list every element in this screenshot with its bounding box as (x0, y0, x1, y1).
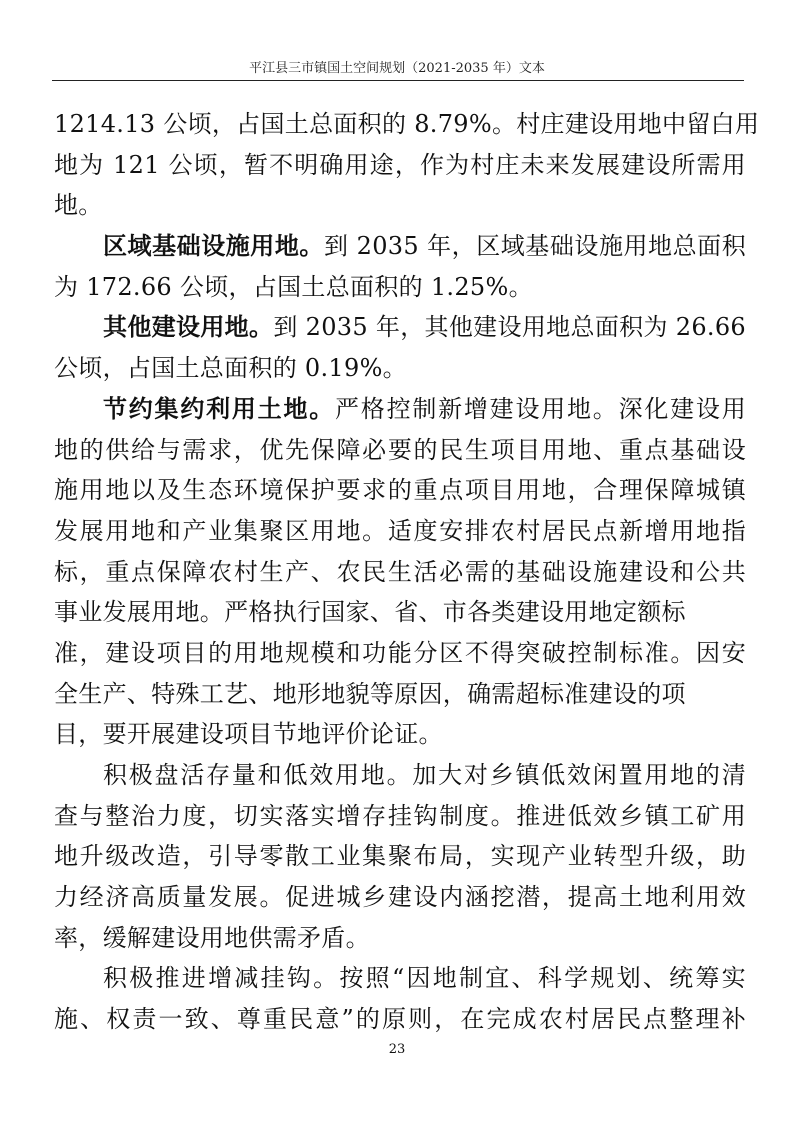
text-line (54, 592, 746, 633)
text-line (54, 552, 746, 593)
text-line (54, 836, 746, 877)
text-line (54, 714, 746, 755)
paragraph (54, 755, 746, 958)
text-line (54, 511, 746, 552)
paragraph (54, 226, 746, 307)
paragraph (54, 104, 760, 226)
text-line (54, 145, 746, 186)
line-text: 准，建设项目的用地规模和功能分区不得突破控制标准。因安 (54, 638, 746, 667)
line-text: 事业发展用地。严格执行国家、省、市各类建设用地定额标 (54, 598, 686, 627)
line-text: 1214.13 公顷，占国土总面积的 8.79%。村庄建设用地中留白用 (54, 110, 760, 138)
line-text: 地为 121 公顷，暂不明确用途，作为村庄未来发展建设所需用 (54, 150, 746, 179)
line-text: 施、权责一致、尊重民意”的原则，在完成农村居民点整理补 (54, 1005, 746, 1034)
line-text: 积极推进增减挂钩。按照“因地制宜、科学规划、统筹实 (103, 964, 746, 993)
text-line (54, 104, 760, 145)
header-divider (52, 80, 744, 81)
paragraph (54, 307, 746, 388)
line-text: 到 2035 年，区域基础设施用地总面积 (323, 232, 746, 261)
text-line (54, 348, 746, 389)
text-line (54, 307, 746, 348)
text-line (54, 755, 746, 796)
line-text: 查与整治力度，切实落实增存挂钩制度。推进低效乡镇工矿用 (54, 801, 746, 830)
running-header: 平江县三市镇国土空间规划（2021-2035 年）文本 (249, 61, 545, 76)
text-line (54, 796, 746, 837)
line-text: 公顷，占国土总面积的 0.19%。 (54, 354, 407, 383)
line-text: 为 172.66 公顷，占国土总面积的 1.25%。 (54, 272, 533, 301)
text-line (54, 999, 746, 1040)
line-text: 地的供给与需求，优先保障必要的民生项目用地、重点基础设 (54, 435, 746, 464)
line-text: 力经济高质量发展。促进城乡建设内涵挖潜，提高土地利用效 (54, 883, 746, 912)
document-body (54, 104, 760, 1040)
line-text: 标，重点保障农村生产、农民生活必需的基础设施建设和公共 (54, 557, 746, 586)
text-line (54, 877, 746, 918)
text-line (54, 389, 746, 430)
text-line (54, 470, 746, 511)
paragraph-heading: 其他建设用地。 (103, 312, 274, 342)
line-text: 积极盘活存量和低效用地。加大对乡镇低效闲置用地的清 (103, 761, 746, 789)
line-text: 地升级改造，引导零散工业集聚布局，实现产业转型升级，助 (54, 842, 746, 871)
text-line (54, 958, 746, 999)
paragraph (54, 389, 746, 755)
line-text: 到 2035 年，其他建设用地总面积为 26.66 (273, 313, 746, 342)
text-line (54, 267, 746, 308)
page-number: 23 (388, 1042, 406, 1057)
line-text: 目，要开展建设项目节地评价论证。 (54, 720, 443, 749)
line-text: 地。 (54, 191, 103, 220)
text-line (54, 226, 746, 267)
text-line (54, 185, 746, 226)
text-line (54, 674, 746, 715)
line-text: 率，缓解建设用地供需矛盾。 (54, 923, 370, 952)
line-text: 施用地以及生态环境保护要求的重点项目用地，合理保障城镇 (54, 476, 746, 505)
line-text: 发展用地和产业集聚区用地。适度安排农村居民点新增用地指 (54, 516, 746, 545)
line-text: 全生产、特殊工艺、地形地貌等原因，确需超标准建设的项 (54, 679, 686, 708)
text-line (54, 633, 746, 674)
line-text: 严格控制新增建设用地。深化建设用 (335, 394, 746, 423)
paragraph-heading: 区域基础设施用地。 (103, 231, 324, 261)
paragraph-heading: 节约集约利用土地。 (103, 393, 336, 423)
text-line (54, 918, 746, 959)
paragraph (54, 958, 746, 1039)
text-line (54, 430, 746, 471)
